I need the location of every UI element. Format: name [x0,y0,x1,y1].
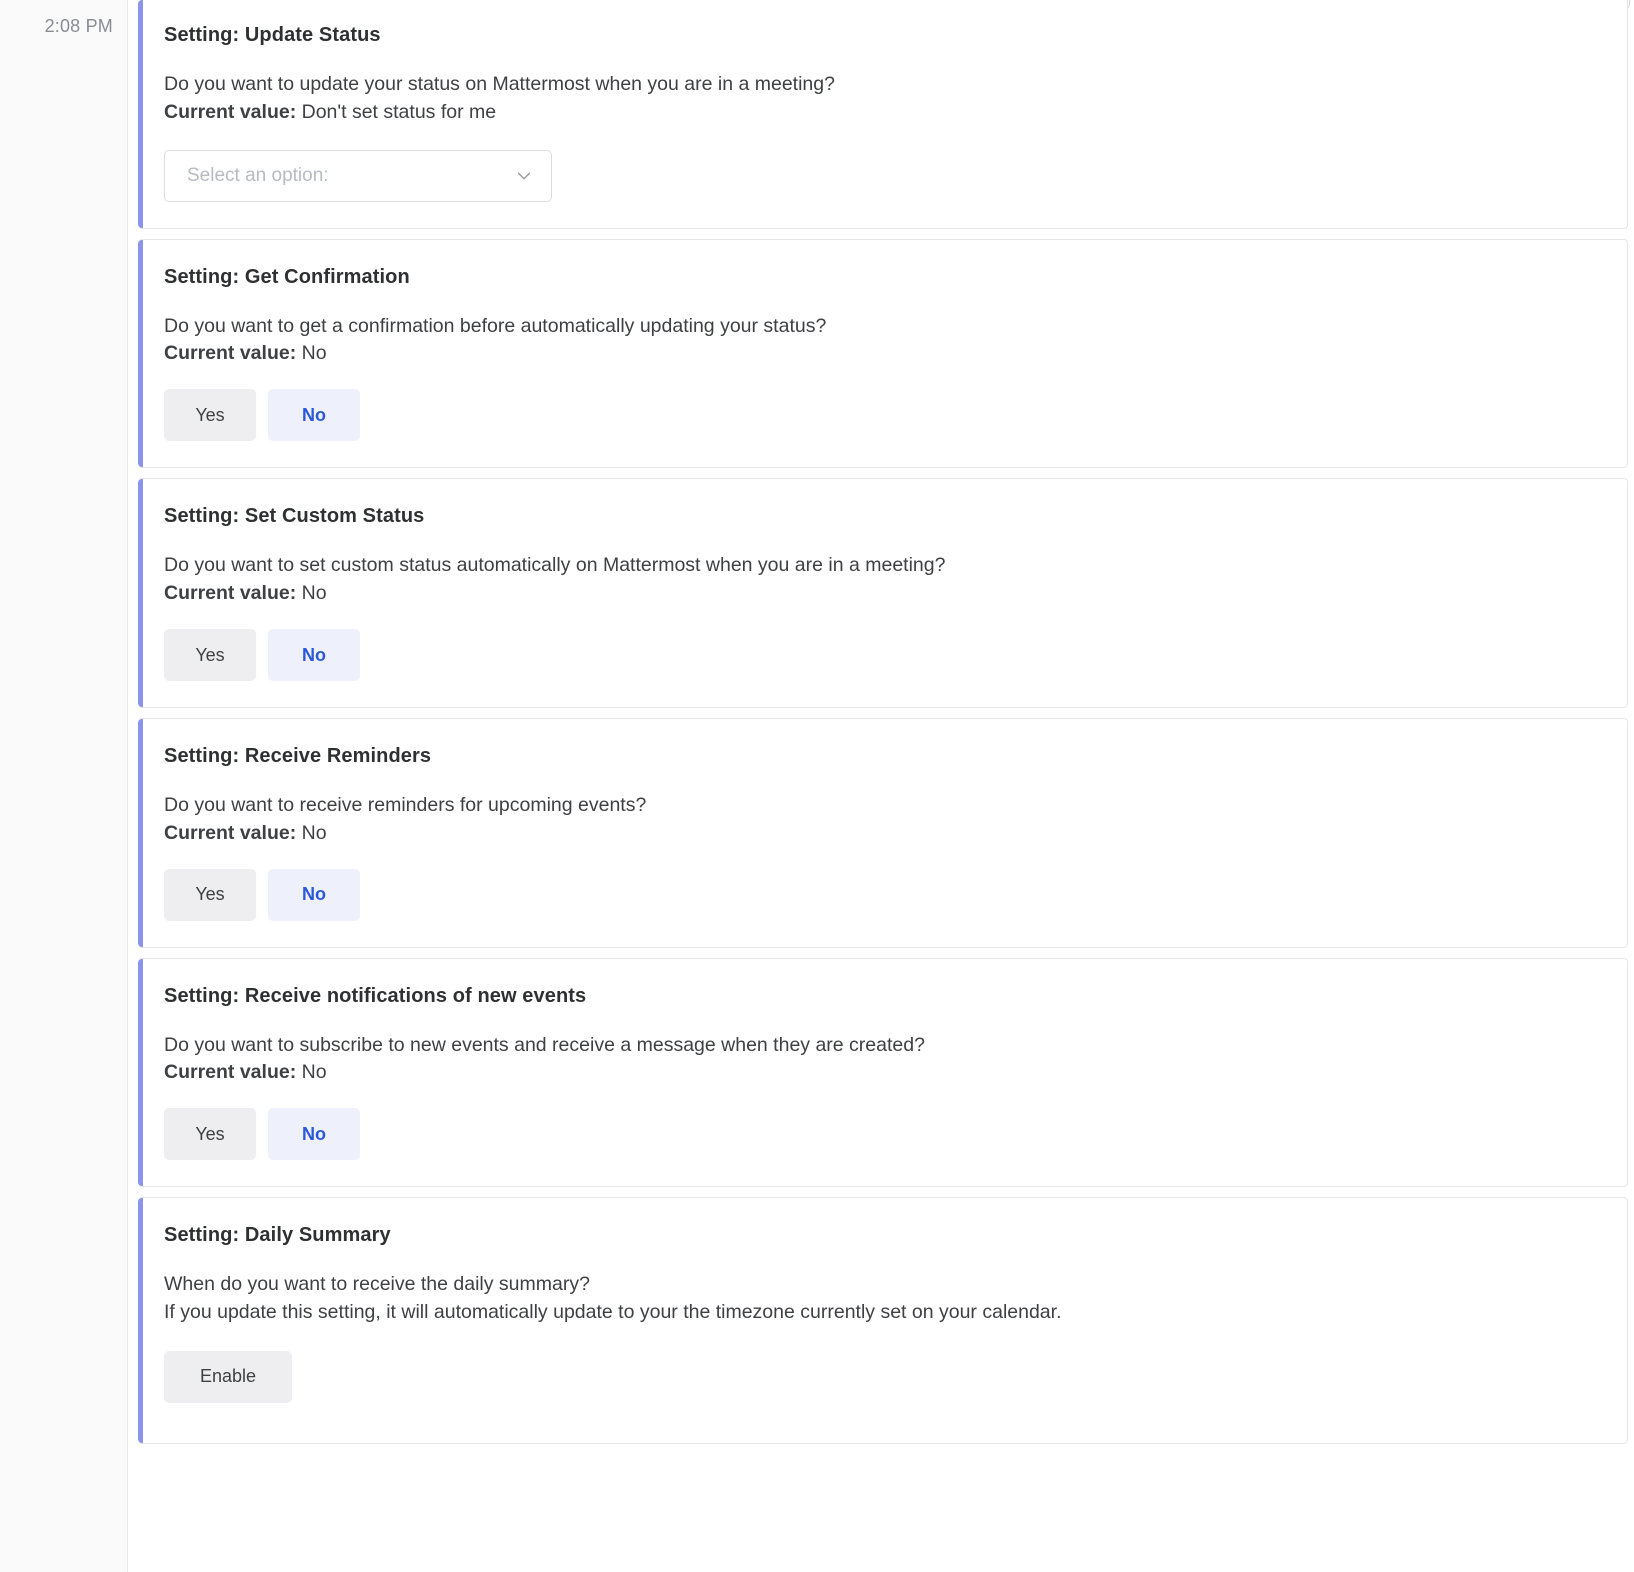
current-value-row [164,822,1603,845]
card-title: Setting: Get Confirmation [164,265,410,288]
enable-button[interactable]: Enable [164,1351,292,1403]
yes-button[interactable]: Yes [164,1108,256,1160]
button-row [164,1351,1603,1403]
current-value-row [164,1061,1603,1084]
setting-card-daily-summary [138,1197,1628,1443]
card-title: Setting: Daily Summary [164,1224,391,1247]
button-row [164,629,1603,681]
card-title: Setting: Set Custom Status [164,505,425,528]
button-row [164,1108,1603,1160]
setting-card-receive-reminders [138,718,1628,948]
card-description: Do you want to subscribe to new events and receive a message when they are created? [164,1033,925,1056]
card-title: Setting: Receive notifications of new events [164,984,587,1007]
current-value-label: Current value: [164,582,297,605]
card-description: When do you want to receive the daily summary? [164,1273,590,1296]
card-description-line2: If you update this setting, it will automatically update to your the timezone currently set on your calendar. [164,1301,1062,1324]
card-title: Setting: Receive Reminders [164,745,432,768]
setting-card-update-status [138,0,1628,229]
current-value-label: Current value: [164,342,297,365]
current-value-text: No [301,821,327,844]
yes-button[interactable]: Yes [164,629,256,681]
current-value-row [164,342,1603,365]
card-description: Do you want to set custom status automatically on Mattermost when you are in a meeting? [164,554,946,577]
message-gutter [0,0,128,1572]
chevron-down-icon [515,167,533,185]
select-placeholder: Select an option: [187,164,329,186]
setting-card-new-event-notifications [138,958,1628,1188]
current-value-text: Don't set status for me [301,100,497,123]
card-description: Do you want to receive reminders for upcoming events? [164,794,647,817]
no-button[interactable]: No [268,869,360,921]
no-button[interactable]: No [268,629,360,681]
current-value-text: No [301,582,327,605]
card-title: Setting: Update Status [164,24,381,46]
button-row [164,869,1603,921]
no-button[interactable]: No [268,1108,360,1160]
yes-button[interactable]: Yes [164,389,256,441]
settings-card-list [128,0,1634,1572]
current-value-label: Current value: [164,1061,297,1084]
no-button[interactable]: No [268,389,360,441]
current-value-label: Current value: [164,100,297,123]
message-timestamp: 2:08 PM [44,16,113,36]
current-value-label: Current value: [164,821,297,844]
card-description: Do you want to get a confirmation before automatically updating your status? [164,314,827,337]
button-row [164,389,1603,441]
setting-card-set-custom-status [138,478,1628,708]
setting-card-get-confirmation [138,239,1628,469]
current-value-text: No [301,342,327,365]
status-option-select[interactable] [164,150,552,202]
current-value-text: No [301,1061,327,1084]
current-value-row [164,101,1603,124]
yes-button[interactable]: Yes [164,869,256,921]
card-description: Do you want to update your status on Mattermost when you are in a meeting? [164,73,835,95]
current-value-row [164,582,1603,605]
